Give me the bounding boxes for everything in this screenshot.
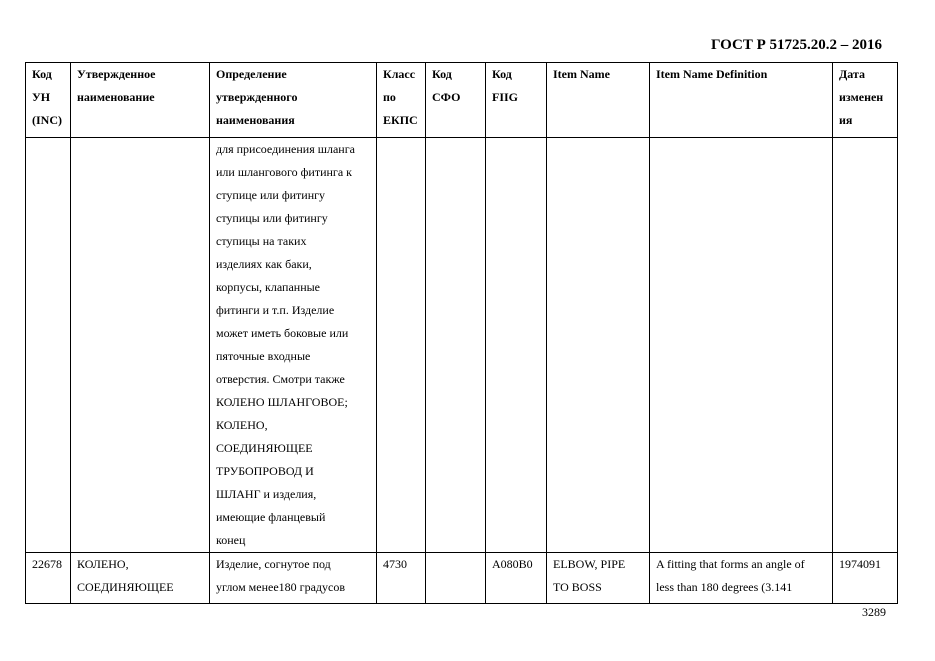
cell-inc: 22678 xyxy=(26,553,71,604)
table-row-record xyxy=(26,553,898,604)
header-cell-fiig: Код FIIG xyxy=(486,63,547,138)
cell-class xyxy=(377,138,426,553)
table-row-continuation xyxy=(26,138,898,553)
header-cell-definition: Определение утвержденного наименования xyxy=(210,63,377,138)
header-cell-item-name: Item Name xyxy=(547,63,650,138)
cell-definition: Изделие, согнутое под углом менее180 градусов xyxy=(210,553,377,604)
header-cell-approved-name: Утвержденное наименование xyxy=(71,63,210,138)
cell-date: 1974091 xyxy=(833,553,898,604)
cell-item-name-definition xyxy=(650,138,833,553)
cell-item-name xyxy=(547,138,650,553)
cell-item-name-definition: A fitting that forms an angle of less than 180 degrees (3.141 xyxy=(650,553,833,604)
cell-class: 4730 xyxy=(377,553,426,604)
page-number: 3289 xyxy=(862,605,886,619)
cell-date xyxy=(833,138,898,553)
cell-fiig: A080B0 xyxy=(486,553,547,604)
header-cell-class: Класс по ЕКПС xyxy=(377,63,426,138)
header-cell-item-name-definition: Item Name Definition xyxy=(650,63,833,138)
cell-sfo xyxy=(426,138,486,553)
cell-item-name: ELBOW, PIPE TO BOSS xyxy=(547,553,650,604)
standard-number: ГОСТ Р 51725.20.2 – 2016 xyxy=(711,37,883,53)
header-cell-date: Дата изменен ия xyxy=(833,63,898,138)
header-cell-inc: Код УН (INC) xyxy=(26,63,71,138)
cell-approved-name: КОЛЕНО, СОЕДИНЯЮЩЕЕ xyxy=(71,553,210,604)
cell-fiig xyxy=(486,138,547,553)
header-cell-sfo: Код СФО xyxy=(426,63,486,138)
cell-sfo xyxy=(426,553,486,604)
table-header-row xyxy=(26,63,898,138)
catalog-table xyxy=(25,62,898,604)
cell-approved-name xyxy=(71,138,210,553)
cell-definition: для присоединения шланга или шлангового фитинга к ступице или фитингу ступицы или фитингу ступицы на таких изделиях как баки, корпусы, клапанные фитинги и т.п. Изделие может иметь боковые или пяточные входные отверстия. Смотри также КОЛЕНО ШЛАНГОВОЕ; КОЛЕНО, СОЕДИНЯЮЩЕЕ ТРУБОПРОВОД И ШЛАНГ и изделия, имеющие фланцевый конец xyxy=(210,138,377,553)
cell-inc xyxy=(26,138,71,553)
